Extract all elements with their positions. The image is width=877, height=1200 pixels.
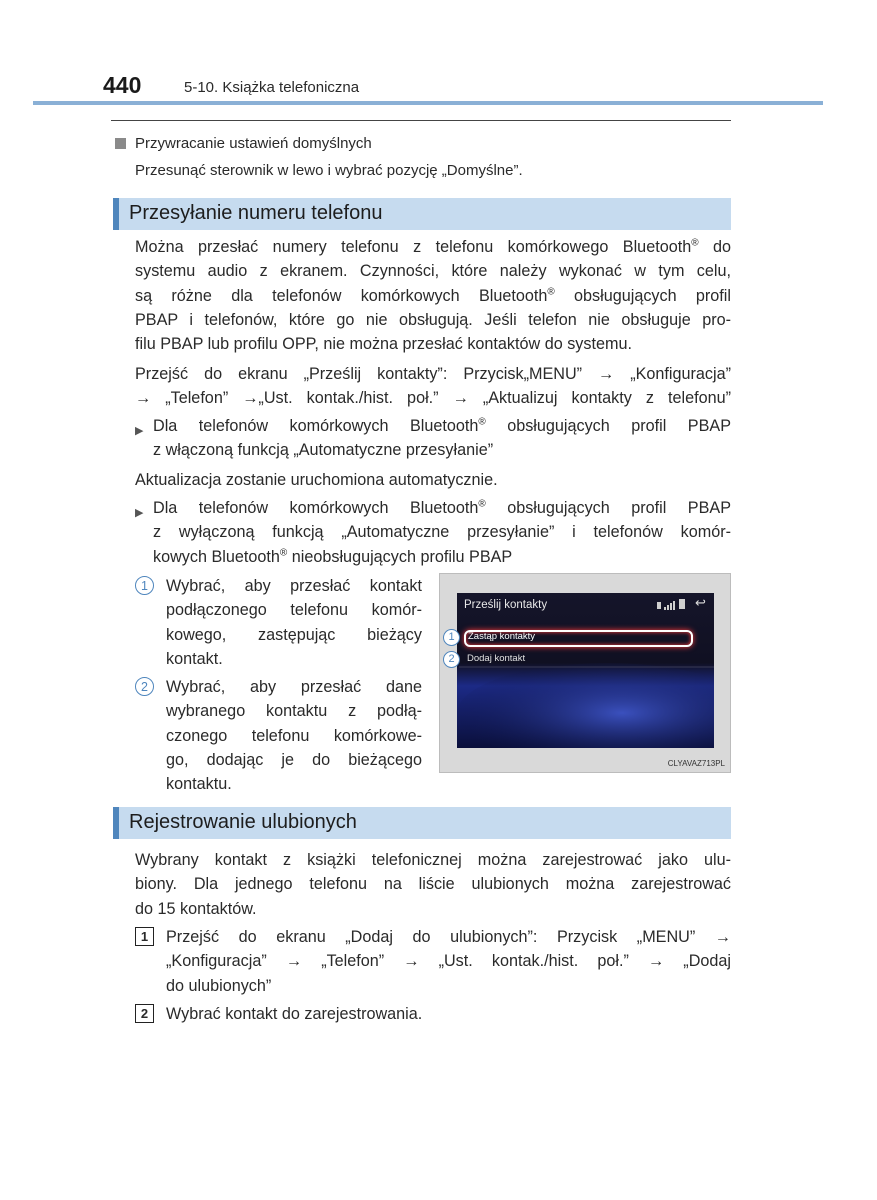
section-title-favorites: Rejestrowanie ulubionych [129,811,357,833]
back-icon[interactable]: ↩ [695,595,706,610]
transfer-intro: Można przesłać numery telefonu z telefonu komórkowego Bluetooth® do systemu audio z ekranem. Czynności, które należy wykonać w tym celu, są różne dla telefonów komórkowych Bluetooth® obsługujących profil PBAP i telefonów, które go nie obsługują. Jeśli telefon nie obsługuje pro- filu PBAP lub profilu OPP, nie można przesłać kontaktów do systemu. [135,237,731,354]
defaults-title: Przywracanie ustawień domyślnych [135,135,372,152]
callout-marker-2: 2 [443,651,460,668]
section-heading-favorites [113,807,731,839]
chapter-title: 5-10. Książka telefoniczna [184,79,360,96]
step-number-2: 2 [135,1004,154,1023]
option-replace-contacts[interactable]: Zastąp kontakty [464,630,693,647]
triangle-bullet-icon: ▶ [135,507,144,519]
screen-figure [439,573,731,773]
screen-background [457,593,714,748]
bluetooth-icon [657,602,661,609]
page-number: 440 [103,72,142,98]
screen-title: Prześlij kontakty [464,599,548,611]
auto-text: Aktualizacja zostanie uruchomiona automatycznie. [135,471,498,489]
triangle-bullet-icon: ▶ [135,425,144,437]
heading-accent-bar [113,198,119,230]
figure-code: CLYAVAZ713PL [667,759,725,768]
signal-icon [664,600,678,610]
circled-number-1: 1 [135,576,154,595]
section-heading-transfer [113,198,731,230]
favorites-intro: Wybrany kontakt z książki telefonicznej można zarejestrować jako ulu- biony. Dla jednego telefonu na liście ulubionych można zarejestrować do 15 kontaktów. [135,851,731,918]
step-number-1: 1 [135,927,154,946]
header-rule [33,101,823,105]
divider [111,120,731,121]
heading-accent-bar [113,807,119,839]
transfer-steps: Przejść do ekranu „Prześlij kontakty”: Przycisk„MENU” → „Konfiguracja” → „Telefon” →„Ust. kontak./hist. poł.” → „Aktualizuj kontakty z telefonu” [135,365,731,408]
callout-marker-1: 1 [443,629,460,646]
defaults-body: Przesunąć sterownik w lewo i wybrać pozycję „Domyślne”. [135,162,523,179]
circled-number-2: 2 [135,677,154,696]
display-screen [457,593,714,748]
battery-icon [679,599,685,609]
section-title-transfer: Przesyłanie numeru telefonu [129,202,383,224]
square-bullet-icon [115,138,126,149]
option-add-contact[interactable]: Dodaj kontakt [467,653,526,664]
